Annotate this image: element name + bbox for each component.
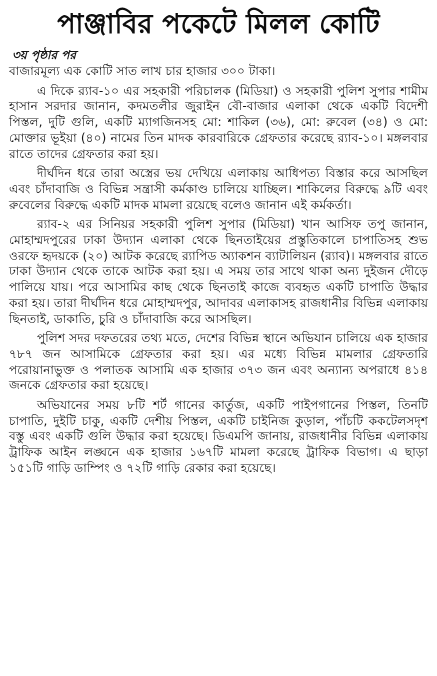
article-paragraph: র‌্যাব-২ এর সিনিয়র সহকারী পুলিশ সুপার (মিডিয়া) খান আসিফ তপু জানান, মোহাম্মদপুরের ঢাকা উদ্যান এলাকা থেকে ছিনতাইয়ের প্রস্তুতিকালে চাপাতিসহ শুভ ওরফে হৃদয়কে (২০) আটক করেছে র‌্যাপিড অ্যাকশন ব্যাটালিয়ন (র‌্যাব)। মঙ্গলবার রাতে ঢাকা উদ্যান থেকে তাকে আটক করা হয়। এ সময় তার সাথে থাকা অন্য দুইজন দৌড়ে পালিয়ে যায়। পরে আসামির কাছ থেকে ছিনতাই কাজে ব্যবহৃত একটি চাপাতি উদ্ধার করা হয়। তারা দীর্ঘদিন ধরে মোহাম্মদপুর, আদাবর এলাকাসহ রাজধানীর বিভিন্ন এলাকায় ছিনতাই, ডাকাতি, চুরি ও চাঁদাবাজি করে আসছিল। xyxy=(9,217,428,326)
article-headline: পাঞ্জাবির পকেটে মিলল কোটি xyxy=(57,9,380,40)
article-paragraph: এ দিকে র‌্যাব-১০ এর সহকারী পরিচালক (মিডিয়া) ও সহকারী পুলিশ সুপার শামীম হাসান সরদার জানান, কদমতলীর জুরাইন বৌ-বাজার এলাকা থেকে একটি বিদেশী পিস্তল, দুটি গুলি, একটি ম্যাগজিনসহ মো: শাকিল (৩৬), মো: রুবেল (৩৪) ও মো: মোক্তার ভূইয়া (৪০) নামের তিন মাদক কারবারিকে গ্রেফতার করেছে র‌্যাব-১০। মঙ্গলবার রাতে তাদের গ্রেফতার করা হয়। xyxy=(9,83,428,161)
continued-from-label: ৩য় পৃষ্ঠার পর xyxy=(12,48,77,62)
article-paragraph: দীর্ঘদিন ধরে তারা অস্ত্রের ভয় দেখিয়ে এলাকায় আধিপত্য বিস্তার করে আসছিল এবং চাঁদাবাজি ও বিভিন্ন সন্ত্রাসী কর্মকাণ্ড চালিয়ে যাচ্ছিল। শাকিলের বিরুদ্ধে ৯টি এবং রুবেলের বিরুদ্ধে একটি মাদক মামলা রয়েছে বলেও জানান এই কর্মকর্তা। xyxy=(9,166,428,212)
article-paragraph: পুলিশ সদর দফতরের তথ্য মতে, দেশের বিভিন্ন স্থানে অভিযান চালিয়ে এক হাজার ৭৮৭ জন আসামিকে গ্রেফতার করা হয়। এর মধ্যে বিভিন্ন মামলার গ্রেফতারি পরোয়ানাভুক্ত ও পলাতক আসামি এক হাজার ৩৭৩ জন এবং অন্যান্য অপরাধে ৪১৪ জনকে গ্রেফতার করা হয়েছে। xyxy=(9,331,428,393)
article-paragraph: অভিযানের সময় ৮টি শর্ট গানের কার্তুজ, একটি পাইপগানের পিস্তল, তিনটি চাপাতি, দুইটি চাকু, একটি দেশীয় পিস্তল, একটি চাইনিজ কুড়াল, পাঁচটি ককটেলসদৃশ বস্তু এবং একটি গুলি উদ্ধার করা হয়েছে। ডিএমপি জানায়, রাজধানীর বিভিন্ন এলাকায় ট্রাফিক আইন লঙ্ঘনে এক হাজার ১৬৭টি মামলা করেছে ট্রাফিক বিভাগ। এ ছাড়া ১৫১টি গাড়ি ডাম্পিং ও ৭২টি গাড়ি রেকার করা হয়েছে। xyxy=(9,398,428,475)
article-paragraph: বাজারমূল্য এক কোটি সাত লাখ চার হাজার ৩০০ টাকা। xyxy=(9,64,276,78)
